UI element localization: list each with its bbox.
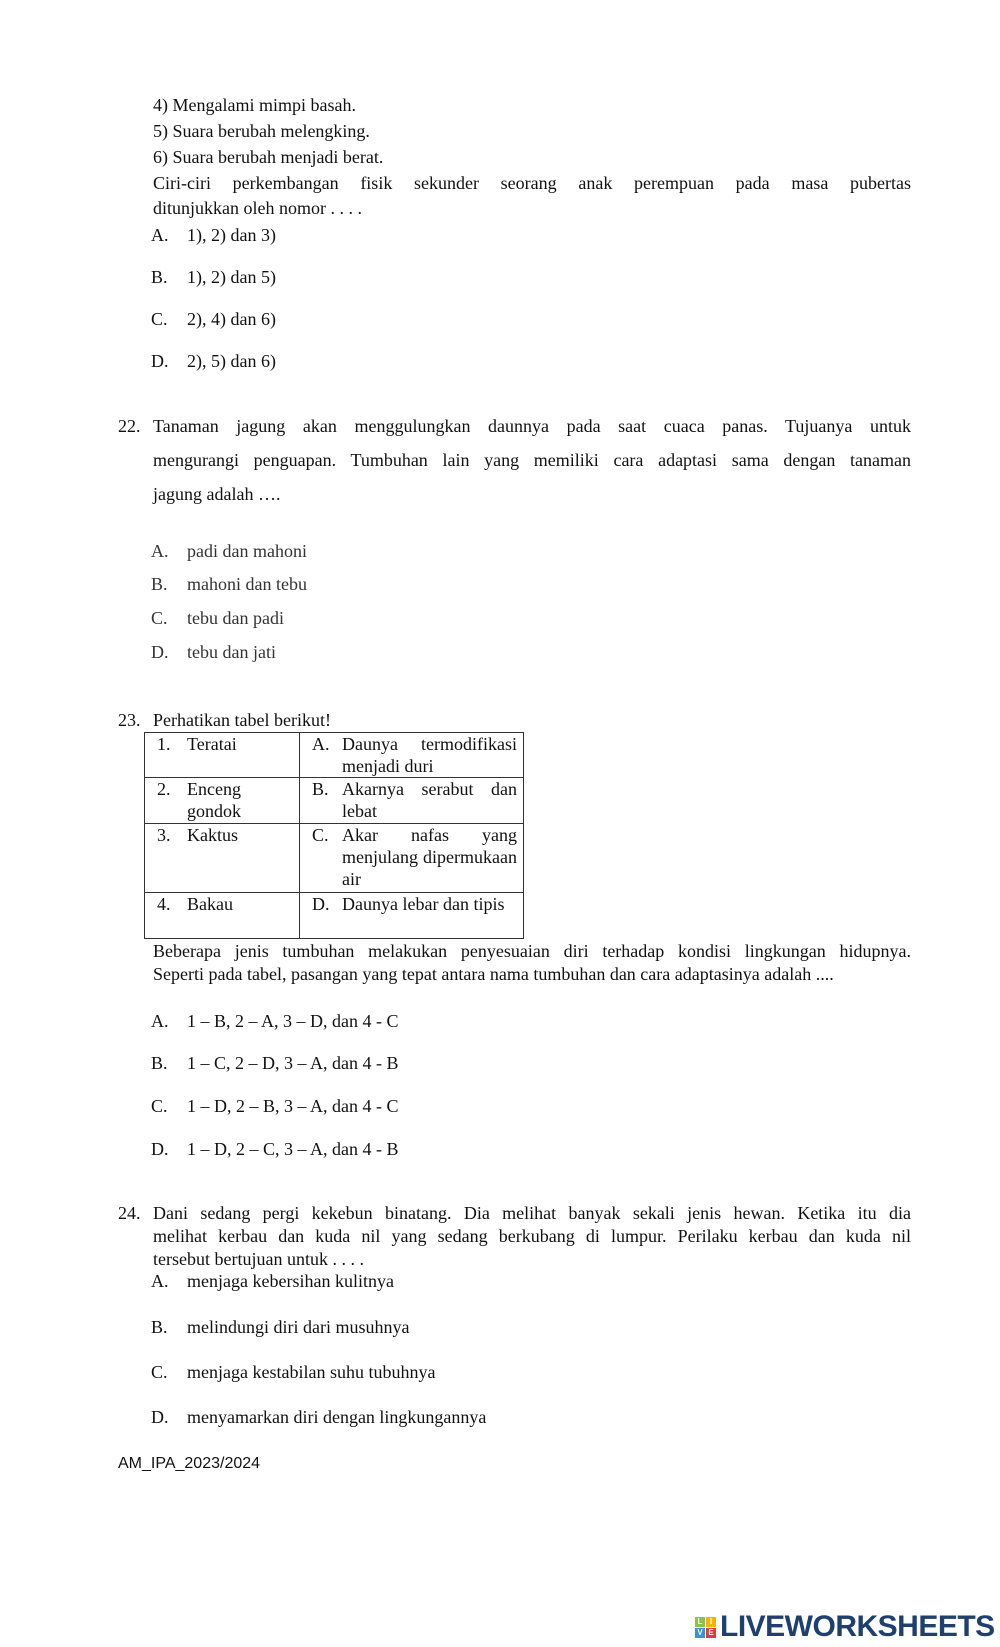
q21-option-a[interactable] [151, 224, 276, 246]
option-letter: A. [151, 1271, 169, 1291]
option-text: 1 – B, 2 – A, 3 – D, dan 4 - C [187, 1011, 399, 1031]
option-letter: C. [151, 1362, 168, 1382]
row-letter: C. [312, 825, 329, 845]
row-letter: B. [312, 779, 329, 799]
adaptation-desc: Akar nafas yang menjulang dipermukaan air [342, 825, 517, 889]
statement-5: 5) Suara berubah melengking. [153, 121, 370, 141]
row-letter: A. [312, 734, 330, 754]
option-letter: A. [151, 225, 169, 245]
plant-name: Teratai [187, 734, 237, 754]
row-number: 2. [157, 779, 171, 799]
option-text: 1), 2) dan 3) [187, 225, 276, 245]
q23-option-a[interactable] [151, 1010, 399, 1032]
adaptation-desc: Daunya termodifikasi menjadi duri [342, 734, 517, 776]
q24-stem-line: Dani sedang pergi kekebun binatang. Dia melihat banyak sekali jenis hewan. Ketika itu dia [153, 1203, 911, 1223]
q21-option-c[interactable] [151, 308, 276, 330]
table-row [145, 778, 524, 824]
option-letter: C. [151, 1096, 168, 1116]
option-text: 2), 5) dan 6) [187, 351, 276, 371]
q22-option-b[interactable] [151, 573, 307, 595]
option-letter: C. [151, 608, 168, 628]
adaptation-desc: Daunya lebar dan tipis [342, 894, 505, 914]
plant-name: Kaktus [187, 825, 238, 845]
adaptation-desc: Akarnya serabut dan lebat [342, 779, 517, 821]
option-text: 1 – C, 2 – D, 3 – A, dan 4 - B [187, 1053, 399, 1073]
q23-stem-line: Seperti pada tabel, pasangan yang tepat antara nama tumbuhan dan cara adaptasinya adalah .... [153, 964, 834, 984]
table-row [145, 824, 524, 893]
option-letter: D. [151, 1139, 169, 1159]
logo-block: E [706, 1628, 716, 1638]
q21-stem-line: Ciri-ciri perkembangan fisik sekunder seorang anak perempuan pada masa pubertas [153, 173, 911, 193]
option-text: menjaga kestabilan suhu tubuhnya [187, 1362, 436, 1382]
option-letter: D. [151, 1407, 169, 1427]
q22-stem-line: mengurangi penguapan. Tumbuhan lain yang memiliki cara adaptasi sama dengan tanaman [153, 450, 911, 470]
option-letter: A. [151, 541, 169, 561]
row-number: 3. [157, 825, 171, 845]
option-text: mahoni dan tebu [187, 574, 307, 594]
q21-option-d[interactable] [151, 350, 276, 372]
option-letter: D. [151, 351, 169, 371]
q21-stem-line: ditunjukkan oleh nomor . . . . [153, 198, 362, 218]
option-text: 1 – D, 2 – C, 3 – A, dan 4 - B [187, 1139, 399, 1159]
q24-stem-line: melihat kerbau dan kuda nil yang sedang berkubang di lumpur. Perilaku kerbau dan kuda nil [153, 1226, 911, 1246]
row-letter: D. [312, 894, 330, 914]
option-letter: B. [151, 267, 168, 287]
logo-blocks-icon [695, 1617, 716, 1638]
q23-option-d[interactable] [151, 1138, 399, 1160]
q22-option-c[interactable] [151, 607, 284, 629]
q21-option-b[interactable] [151, 266, 276, 288]
q24-stem-line: tersebut bertujuan untuk . . . . [153, 1249, 364, 1269]
q22-number: 22. [118, 416, 141, 436]
q23-number: 23. [118, 710, 141, 730]
option-text: menjaga kebersihan kulitnya [187, 1271, 394, 1291]
logo-block: V [695, 1628, 705, 1638]
option-text: melindungi diri dari musuhnya [187, 1317, 410, 1337]
table-row [145, 733, 524, 778]
footer-code: AM_IPA_2023/2024 [118, 1455, 261, 1472]
option-text: 1), 2) dan 5) [187, 267, 276, 287]
option-text: 1 – D, 2 – B, 3 – A, dan 4 - C [187, 1096, 399, 1116]
q22-option-d[interactable] [151, 641, 276, 663]
row-number: 4. [157, 894, 171, 914]
q23-option-b[interactable] [151, 1052, 399, 1074]
q24-number: 24. [118, 1203, 141, 1223]
logo-block: L [695, 1617, 705, 1627]
row-number: 1. [157, 734, 171, 754]
statement-6: 6) Suara berubah menjadi berat. [153, 147, 384, 167]
q24-option-b[interactable] [151, 1316, 409, 1338]
liveworksheets-logo [695, 1610, 995, 1644]
option-text: menyamarkan diri dengan lingkungannya [187, 1407, 487, 1427]
q23-intro: Perhatikan tabel berikut! [153, 710, 331, 730]
q24-option-a[interactable] [151, 1270, 394, 1292]
option-letter: A. [151, 1011, 169, 1031]
option-text: 2), 4) dan 6) [187, 309, 276, 329]
option-letter: D. [151, 642, 169, 662]
q24-option-d[interactable] [151, 1406, 486, 1428]
plant-name: Enceng gondok [187, 779, 241, 821]
q24-option-c[interactable] [151, 1361, 435, 1383]
q22-option-a[interactable] [151, 540, 307, 562]
table-row [145, 893, 524, 939]
statement-4: 4) Mengalami mimpi basah. [153, 95, 356, 115]
q22-stem-line: jagung adalah …. [153, 484, 281, 504]
option-letter: B. [151, 1053, 168, 1073]
q23-option-c[interactable] [151, 1095, 399, 1117]
q23-stem-line: Beberapa jenis tumbuhan melakukan penyesuaian diri terhadap kondisi lingkungan hidupnya. [153, 941, 911, 961]
option-letter: C. [151, 309, 168, 329]
option-text: tebu dan padi [187, 608, 284, 628]
logo-block: I [706, 1617, 716, 1627]
option-text: padi dan mahoni [187, 541, 307, 561]
plant-name: Bakau [187, 894, 233, 914]
adaptation-table [144, 732, 524, 939]
logo-text: LIVEWORKSHEETS [720, 1610, 995, 1643]
option-letter: B. [151, 1317, 168, 1337]
option-letter: B. [151, 574, 168, 594]
q22-stem-line: Tanaman jagung akan menggulungkan daunnya pada saat cuaca panas. Tujuanya untuk [153, 416, 911, 436]
option-text: tebu dan jati [187, 642, 276, 662]
